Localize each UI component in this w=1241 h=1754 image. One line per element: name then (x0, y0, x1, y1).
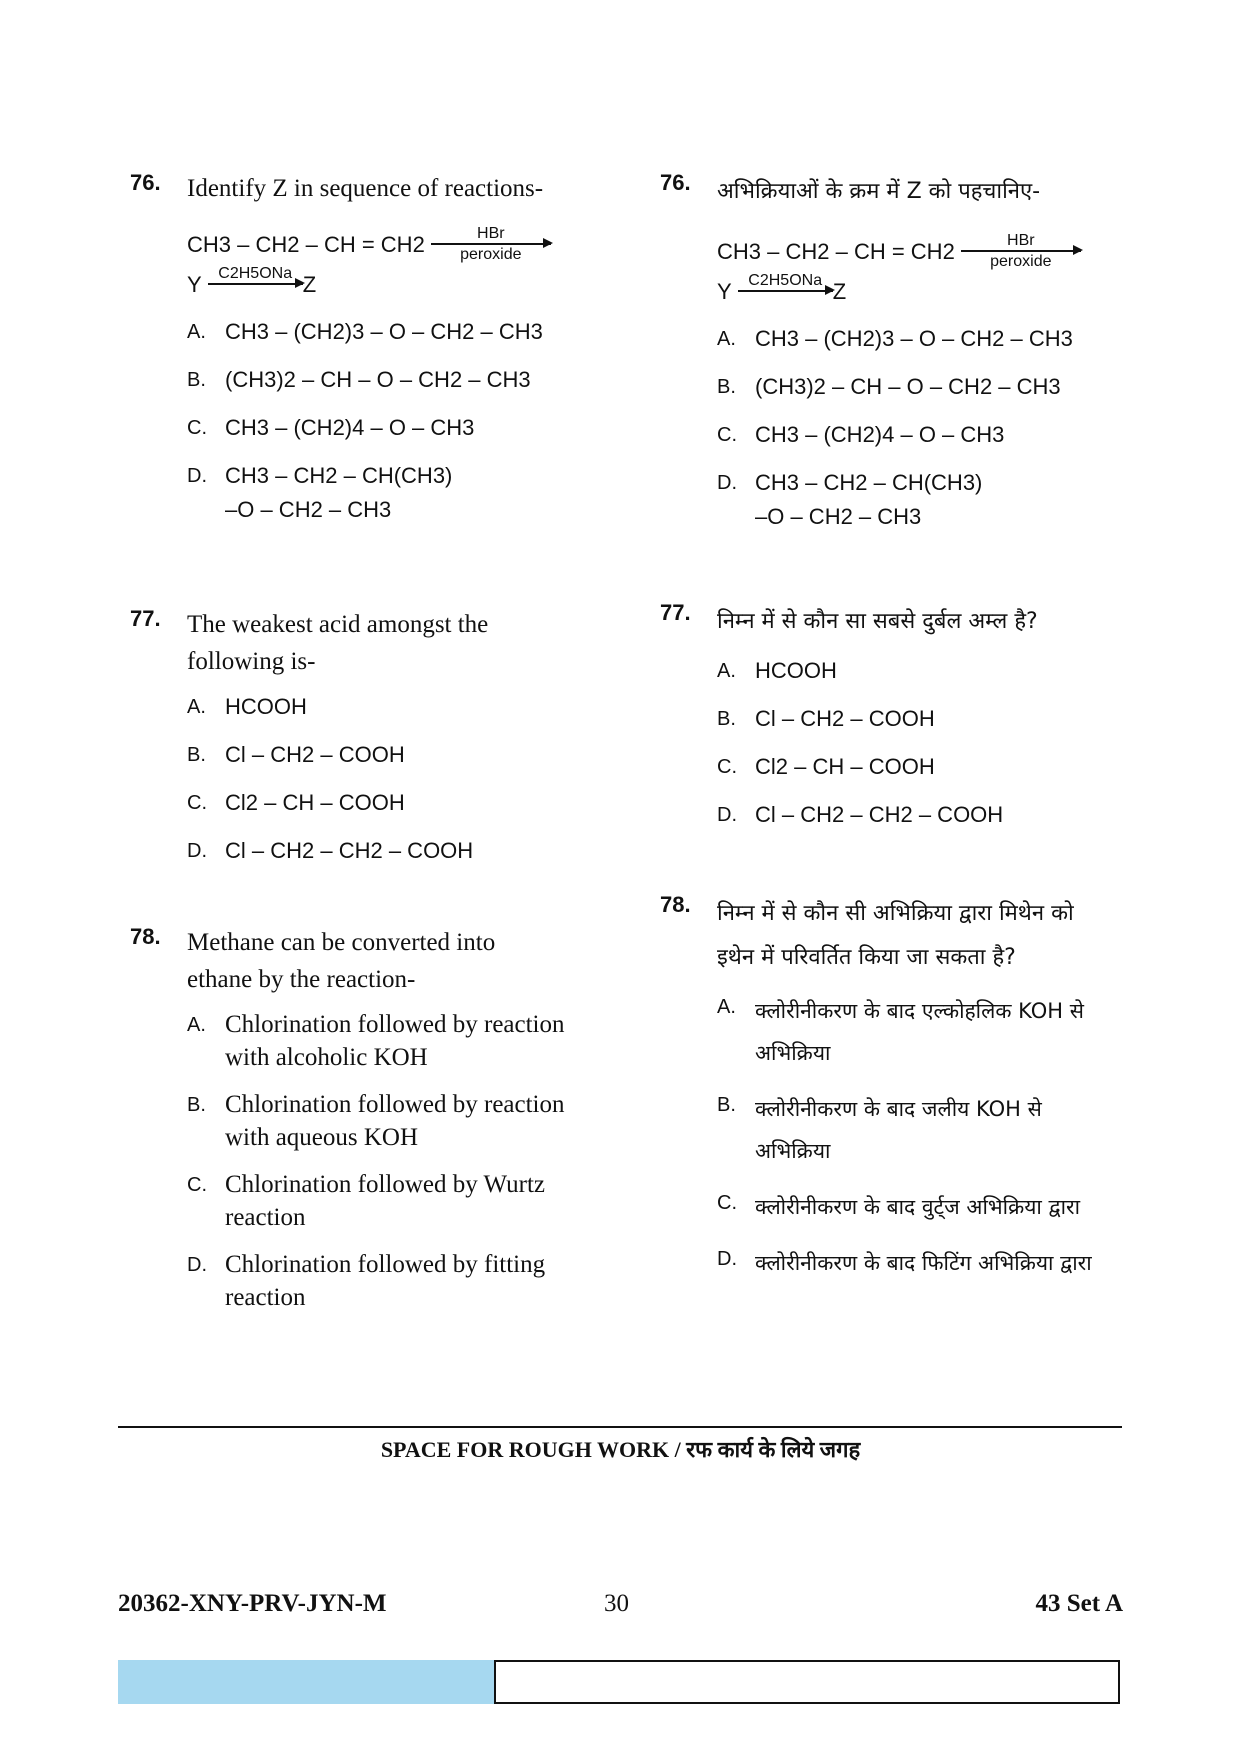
option-text: Chlorination followed by fitting reaction (225, 1251, 546, 1311)
intermediate-y: Y (717, 279, 732, 304)
option-c (717, 750, 1140, 784)
question-text: निम्न में से कौन सा सबसे दुर्बल अम्ल है? (717, 609, 1038, 634)
reaction-scheme (717, 232, 1140, 312)
option-label: B. (717, 1094, 736, 1116)
question-78-en (130, 924, 600, 1314)
options-list (187, 1008, 600, 1314)
option-label: B. (187, 744, 206, 766)
option-a (717, 654, 1140, 688)
question-number: 76. (130, 170, 161, 195)
option-label: C. (187, 1174, 207, 1196)
option-text: Chlorination followed by Wurtz reaction (225, 1171, 546, 1231)
option-c (187, 411, 600, 445)
footer-color-bar (118, 1660, 494, 1704)
option-label: D. (187, 1254, 207, 1276)
reaction-arrow-icon (961, 232, 1081, 272)
option-text: Cl – CH2 – CH2 – COOH (755, 802, 1004, 827)
option-text: Cl – CH2 – COOH (755, 706, 935, 731)
reagent-bottom: peroxide (990, 252, 1052, 270)
option-text: HCOOH (755, 658, 837, 683)
option-text: क्लोरीनीकरण के बाद वुर्ट्ज अभिक्रिया द्वारा (755, 1195, 1081, 1219)
options-list (187, 690, 600, 868)
option-c (717, 1186, 1140, 1228)
question-76-hi (660, 170, 1140, 580)
question-number: 77. (130, 606, 161, 631)
reagent-top: C2H5ONa (748, 272, 823, 290)
option-text: CH3 – (CH2)4 – O – CH3 (755, 422, 1005, 447)
question-number: 76. (660, 170, 691, 195)
option-text: (CH3)2 – CH – O – CH2 – CH3 (225, 367, 531, 392)
footer-box (494, 1660, 1120, 1704)
option-label: C. (187, 792, 207, 814)
option-text: HCOOH (225, 694, 307, 719)
option-c (187, 1168, 600, 1234)
option-d (717, 798, 1140, 832)
option-b (717, 1088, 1140, 1172)
question-77-en (130, 606, 600, 896)
question-number: 78. (130, 924, 161, 949)
option-text: Chlorination followed by reaction with aqueous KOH (225, 1091, 565, 1151)
reaction-arrow-icon (208, 265, 303, 305)
reactant-formula: CH3 – CH2 – CH = CH2 (187, 232, 425, 257)
option-d (717, 466, 1140, 534)
option-d (187, 834, 600, 868)
option-text: CH3 – CH2 – CH(CH3) –O – CH2 – CH3 (225, 463, 453, 522)
reaction-arrow-icon (431, 225, 551, 265)
option-text: Cl – CH2 – COOH (225, 742, 405, 767)
question-77-hi (660, 600, 1140, 880)
option-text: CH3 – CH2 – CH(CH3) –O – CH2 – CH3 (755, 470, 983, 529)
option-a (187, 690, 600, 724)
option-b (187, 363, 600, 397)
option-label: C. (187, 417, 207, 439)
reaction-arrow-icon (738, 272, 833, 312)
option-text: Cl2 – CH – COOH (225, 790, 405, 815)
question-text: Methane can be converted into ethane by the reaction- (187, 929, 496, 993)
option-b (717, 702, 1140, 736)
option-text: CH3 – (CH2)4 – O – CH3 (225, 415, 475, 440)
option-text: Cl – CH2 – CH2 – COOH (225, 838, 474, 863)
question-78-hi (660, 892, 1140, 1284)
option-b (717, 370, 1140, 404)
option-label: C. (717, 1192, 737, 1214)
product-z: Z (302, 272, 317, 297)
option-b (187, 1088, 600, 1154)
rough-work-heading: SPACE FOR ROUGH WORK / रफ कार्य के लिये जगह (380, 1437, 861, 1462)
option-d (187, 1248, 600, 1314)
option-label: C. (717, 424, 737, 446)
question-text: अभिक्रियाओं के क्रम में Z को पहचानिए- (717, 179, 1041, 204)
option-label: B. (717, 708, 736, 730)
reagent-top: C2H5ONa (218, 265, 293, 283)
options-list (717, 322, 1140, 534)
question-text: The weakest acid amongst the following is- (187, 611, 489, 675)
option-a (187, 1008, 600, 1074)
question-text: Identify Z in sequence of reactions- (187, 175, 544, 202)
option-text: CH3 – (CH2)3 – O – CH2 – CH3 (755, 326, 1073, 351)
option-text: क्लोरीनीकरण के बाद जलीय KOH से अभिक्रिया (755, 1097, 1042, 1163)
option-text: CH3 – (CH2)3 – O – CH2 – CH3 (225, 319, 543, 344)
options-list (717, 990, 1140, 1284)
reagent-top: HBr (477, 225, 505, 243)
option-text: क्लोरीनीकरण के बाद एल्कोहलिक KOH से अभिक्रिया (755, 999, 1084, 1065)
product-z: Z (832, 279, 847, 304)
reactant-formula: CH3 – CH2 – CH = CH2 (717, 239, 955, 264)
option-c (717, 418, 1140, 452)
option-d (187, 459, 600, 527)
option-label: A. (187, 696, 206, 718)
option-label: B. (187, 1094, 206, 1116)
option-label: B. (187, 369, 206, 391)
option-label: D. (717, 804, 737, 826)
option-label: A. (717, 328, 736, 350)
option-a (187, 315, 600, 349)
question-number: 78. (660, 892, 691, 917)
option-text: Chlorination followed by reaction with alcoholic KOH (225, 1011, 565, 1071)
question-76-en (130, 170, 600, 570)
option-text: क्लोरीनीकरण के बाद फिटिंग अभिक्रिया द्वारा (755, 1251, 1092, 1275)
option-a (717, 990, 1140, 1074)
options-list (187, 315, 600, 527)
option-label: D. (717, 1248, 737, 1270)
option-label: A. (187, 1014, 206, 1036)
set-label: 43 Set A (1035, 1590, 1123, 1617)
option-label: D. (187, 840, 207, 862)
option-label: D. (187, 465, 207, 487)
option-c (187, 786, 600, 820)
question-number: 77. (660, 600, 691, 625)
options-list (717, 654, 1140, 832)
option-a (717, 322, 1140, 356)
option-label: A. (187, 321, 206, 343)
english-column (130, 170, 600, 1328)
paper-code: 20362-XNY-PRV-JYN-M (118, 1590, 387, 1617)
option-label: C. (717, 756, 737, 778)
intermediate-y: Y (187, 272, 202, 297)
reagent-bottom: peroxide (460, 245, 522, 263)
reagent-top: HBr (1007, 232, 1035, 250)
option-text: Cl2 – CH – COOH (755, 754, 935, 779)
option-b (187, 738, 600, 772)
hindi-column (660, 170, 1140, 1298)
option-label: A. (717, 996, 736, 1018)
option-d (717, 1242, 1140, 1284)
option-label: A. (717, 660, 736, 682)
option-label: D. (717, 472, 737, 494)
rough-work-divider (118, 1426, 1122, 1428)
question-text: निम्न में से कौन सी अभिक्रिया द्वारा मिथेन को इथेन में परिवर्तित किया जा सकता है? (717, 901, 1074, 970)
reaction-scheme (187, 225, 600, 305)
page-number: 30 (604, 1590, 629, 1617)
option-text: (CH3)2 – CH – O – CH2 – CH3 (755, 374, 1061, 399)
option-label: B. (717, 376, 736, 398)
